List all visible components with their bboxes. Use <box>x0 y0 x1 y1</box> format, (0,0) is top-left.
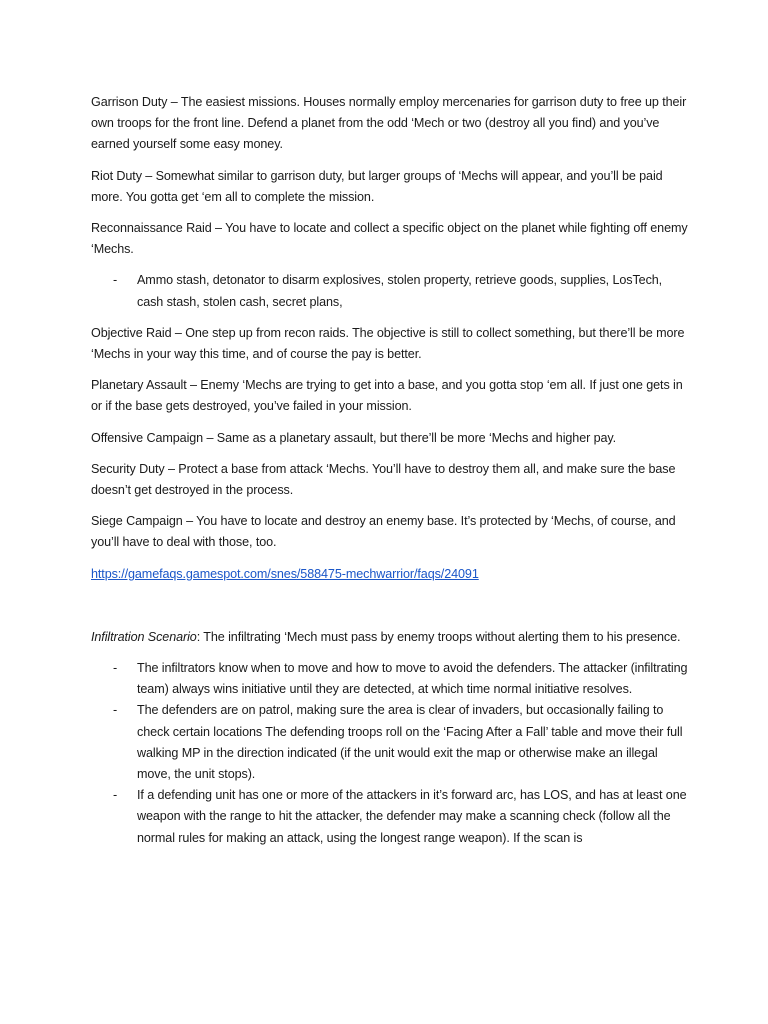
bullet-dash: - <box>113 661 118 676</box>
list-item-text: The defenders are on patrol, making sure the area is clear of invaders, but occasionally failing to check certain locations The defending troops roll on the ‘Facing After a Fall’ table and move their full walking MP in the direction indicated (if the unit would exit the map or otherwise make an illegal move, the unit stops). <box>137 703 683 782</box>
list-item <box>91 658 691 700</box>
document-page <box>91 92 691 859</box>
infiltration-bullet-list <box>91 658 691 849</box>
list-item-text: Ammo stash, detonator to disarm explosives, stolen property, retrieve goods, supplies, LosTech, cash stash, stolen cash, secret plans, <box>137 273 663 309</box>
list-item <box>91 270 691 312</box>
paragraph-planetary-assault: Planetary Assault – Enemy ‘Mechs are trying to get into a base, and you gotta stop ‘em all. If just one gets in or if the base gets destroyed, you’ve failed in your mission. <box>91 378 683 414</box>
blank-line <box>91 595 691 627</box>
paragraph-offensive-campaign: Offensive Campaign – Same as a planetary assault, but there’ll be more ‘Mechs and higher pay. <box>91 430 617 445</box>
recon-item-list <box>91 270 691 312</box>
infiltration-text: The infiltrating ‘Mech must pass by enemy troops without alerting them to his presence. <box>200 629 681 644</box>
bullet-dash: - <box>113 788 118 803</box>
infiltration-label: Infiltration Scenario <box>91 629 197 644</box>
paragraph-reconnaissance-raid: Reconnaissance Raid – You have to locate and collect a specific object on the planet while fighting off enemy ‘Mechs. <box>91 221 688 257</box>
paragraph-security-duty: Security Duty – Protect a base from attack ‘Mechs. You’ll have to destroy them all, and make sure the base doesn’t get destroyed in the process. <box>91 461 676 498</box>
paragraph-riot-duty: Riot Duty – Somewhat similar to garrison duty, but larger groups of ‘Mechs will appear, and you’ll be paid more. You gotta get ‘em all to complete the mission. <box>91 168 663 204</box>
source-link-paragraph <box>91 564 691 585</box>
paragraph-garrison-duty: Garrison Duty – The easiest missions. Houses normally employ mercenaries for garrison duty to free up their own troops for the front line. Defend a planet from the odd ‘Mech or two (destroy all you find) and you’ve earned yourself some easy money. <box>91 95 687 152</box>
bullet-dash: - <box>113 273 118 288</box>
paragraph-siege-campaign: Siege Campaign – You have to locate and destroy an enemy base. It’s protected by ‘Mechs, of course, and you’ll have to deal with those, too. <box>91 514 676 550</box>
infiltration-colon: : <box>196 629 201 644</box>
list-item <box>91 700 691 785</box>
bullet-dash: - <box>113 703 118 718</box>
list-item <box>91 785 691 849</box>
paragraph-infiltration-scenario <box>91 627 691 648</box>
source-link[interactable]: https://gamefaqs.gamespot.com/snes/588475-mechwarrior/faqs/24091 <box>91 566 479 581</box>
paragraph-objective-raid: Objective Raid – One step up from recon raids. The objective is still to collect something, but there’ll be more ‘Mechs in your way this time, and of course the pay is better. <box>91 325 685 362</box>
list-item-text: If a defending unit has one or more of the attackers in it’s forward arc, has LOS, and has at least one weapon with the range to hit the attacker, the defender may make a scanning check (follow all the normal rules for making an attack, using the longest range weapon). If the scan is <box>137 788 687 845</box>
list-item-text: The infiltrators know when to move and how to move to avoid the defenders. The attacker (infiltrating team) always wins initiative until they are detected, at which time normal initiative resolves. <box>137 661 688 697</box>
